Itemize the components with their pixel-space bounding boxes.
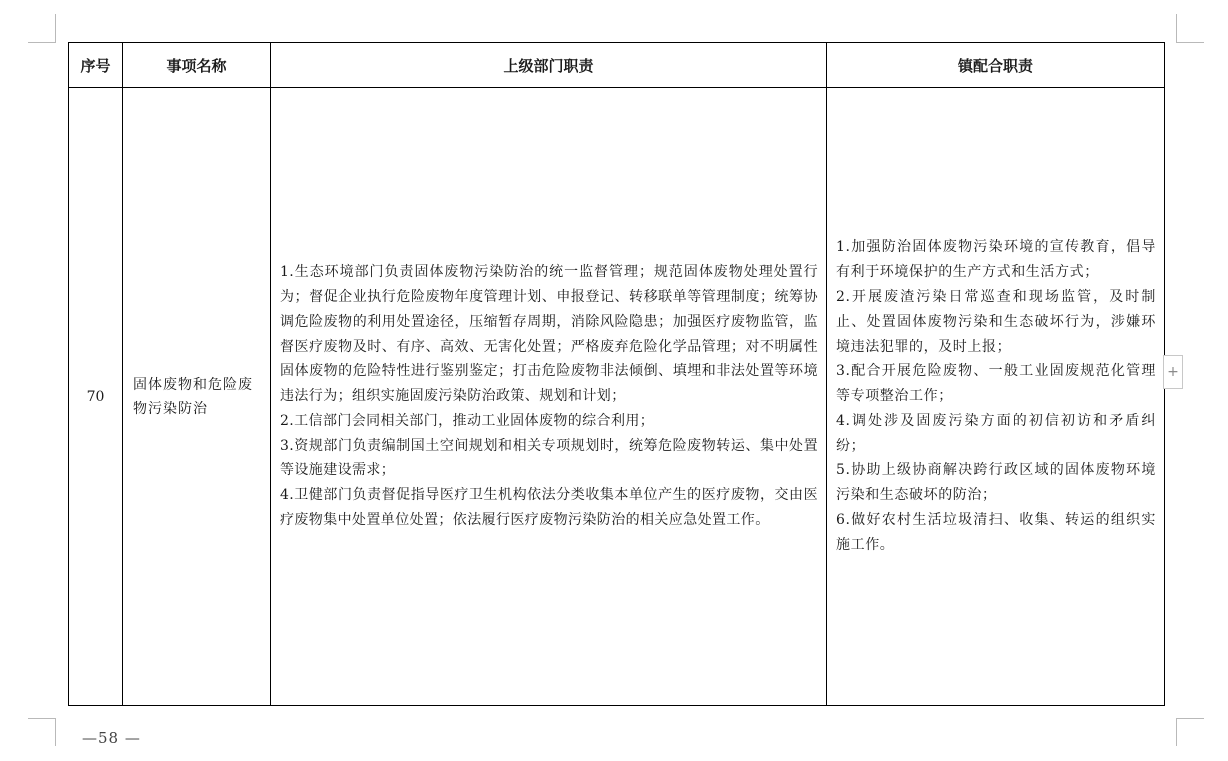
- header-town-duty: 镇配合职责: [827, 43, 1165, 88]
- crop-mark-top-right-h: [1176, 42, 1204, 43]
- superior-duty-item: 3.资规部门负责编制国土空间规划和相关专项规划时，统筹危险废物转运、集中处置等设施建设需求；: [280, 437, 818, 479]
- add-row-button[interactable]: +: [1163, 355, 1183, 389]
- page-number: —58 —: [82, 729, 141, 747]
- row-town-duties: [827, 88, 1165, 706]
- crop-mark-top-right-v: [1176, 14, 1177, 42]
- town-duty-item: 1.加强防治固体废物污染环境的宣传教育，倡导有利于环境保护的生产方式和生活方式；: [836, 239, 1156, 281]
- row-seq: 70: [69, 88, 123, 706]
- crop-mark-top-left-v: [55, 14, 56, 42]
- superior-duty-item: 1.生态环境部门负责固体废物污染防治的统一监督管理；规范固体废物处理处置行为；督促企业执行危险废物年度管理计划、申报登记、转移联单等管理制度；统筹协调危险废物的利用处置途径，压缩暂存周期，消除风险隐患；加强医疗废物监管，监督医疗废物及时、有序、高效、无害化处置；严格废弃危险化学品管理；对不明属性固体废物的危险特性进行鉴别鉴定；打击危险废物非法倾倒、填埋和非法处置等环境违法行为；组织实施固废污染防治政策、规划和计划；: [280, 264, 818, 405]
- duty-table: [68, 42, 1165, 706]
- town-duty-item: 3.配合开展危险废物、一般工业固废规范化管理等专项整治工作；: [836, 363, 1156, 405]
- crop-mark-bottom-right-v: [1176, 718, 1177, 746]
- town-duty-item: 4.调处涉及固废污染方面的初信初访和矛盾纠纷；: [836, 412, 1156, 454]
- crop-mark-bottom-left-v: [55, 718, 56, 746]
- town-duty-item: 5.协助上级协商解决跨行政区域的固体废物环境污染和生态破坏的防治；: [836, 462, 1156, 504]
- row-superior-duties: [271, 88, 827, 706]
- header-item-name: 事项名称: [123, 43, 271, 88]
- table-row: [69, 88, 1165, 706]
- table-header-row: [69, 43, 1165, 88]
- town-duty-item: 6.做好农村生活垃圾清扫、收集、转运的组织实施工作。: [836, 512, 1156, 553]
- superior-duty-item: 4.卫健部门负责督促指导医疗卫生机构依法分类收集本单位产生的医疗废物，交由医疗废物集中处置单位处置；依法履行医疗废物污染防治的相关应急处置工作。: [280, 487, 818, 529]
- header-seq: 序号: [69, 43, 123, 88]
- crop-mark-bottom-left-h: [28, 718, 56, 719]
- superior-duty-item: 2.工信部门会同相关部门，推动工业固体废物的综合利用；: [280, 412, 655, 429]
- town-duty-item: 2.开展废渣污染日常巡查和现场监管，及时制止、处置固体废物污染和生态破坏行为，涉嫌环境违法犯罪的，及时上报；: [836, 288, 1156, 355]
- crop-mark-bottom-right-h: [1176, 718, 1204, 719]
- row-item-name: 固体废物和危险废物污染防治: [123, 88, 271, 706]
- header-superior-duty: 上级部门职责: [271, 43, 827, 88]
- crop-mark-top-left-h: [28, 42, 56, 43]
